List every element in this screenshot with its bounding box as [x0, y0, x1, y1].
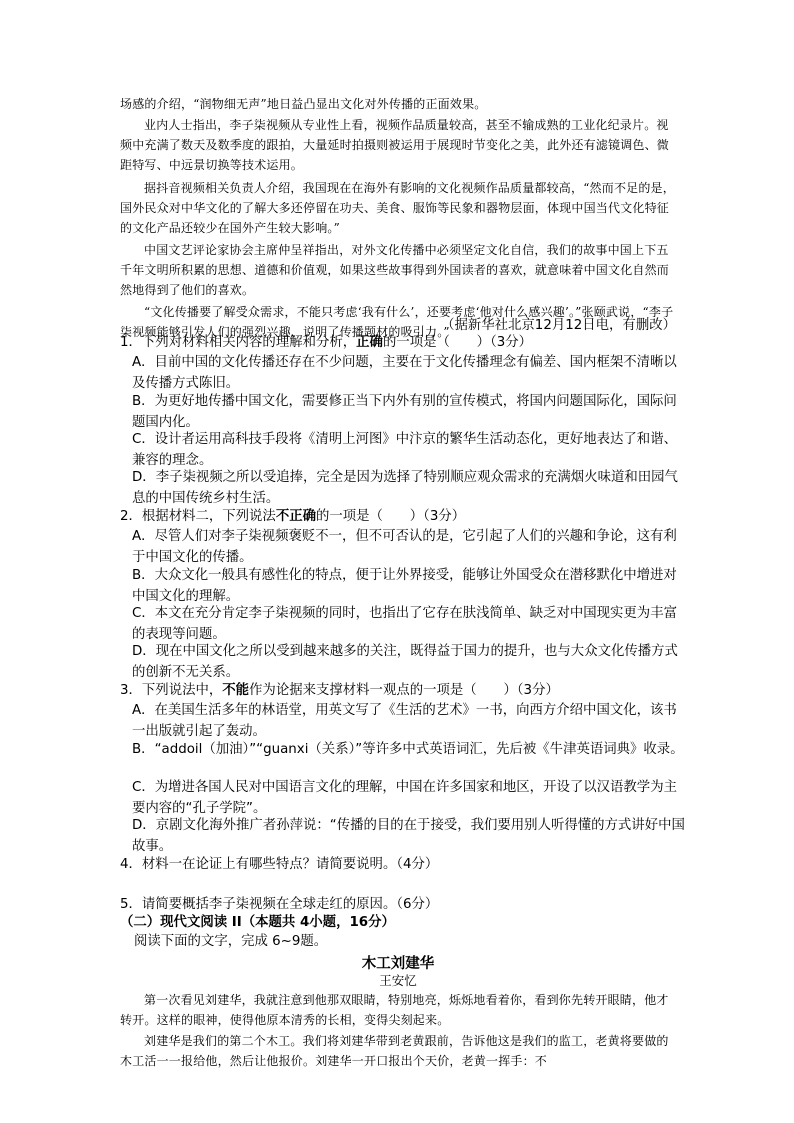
q3-stem-keyword: 不能	[222, 683, 250, 698]
q1-option-a: A．目前中国的文化传播还存在不少问题，主要在于文化传播理念有偏差、国内框架不清晰以及传播方式陈旧。	[132, 355, 677, 391]
story-paragraph-2: 刘建华是我们的第二个木工。我们将刘建华带到老黄跟前，告诉他这是我们的监工，老黄将要做的木工活一一报给他，然后让他报价。刘建华一开口报出个天价，老黄一挥手：不	[120, 1034, 669, 1068]
material1-paragraph-4: “文化传播要了解受众需求，不能只考虑‘我有什么’，还要考虑‘他对什么感兴趣’。”张颐武说，“李子柒视频能够引发人们的强烈兴趣，说明了传播题材的吸引力。”	[120, 305, 674, 339]
q3-stem-text: 3．下列说法中，	[120, 683, 223, 698]
q3-option-d: D．京剧文化海外推广者孙萍说：“传播的目的在于接受，我们要用别人听得懂的方式讲好中国故事。	[132, 818, 685, 854]
q2-option-c: C．本文在充分肯定李子柒视频的同时，也指出了它存在肤浅简单、缺乏对中国现实更为丰富的表现等问题。	[132, 606, 677, 642]
section2-instruction: 阅读下面的文字，完成 6~9题。	[134, 934, 328, 949]
story-paragraph-1: 第一次看见刘建华，我就注意到他那双眼睛，特别地亮，烁烁地看着你，看到你先转开眼睛，他才转开。这样的眼神，使得他原本清秀的长相，变得尖刻起来。	[120, 993, 669, 1027]
material1-paragraph-2: 据抖音视频相关负责人介绍，我国现在在海外有影响的文化视频作品质量都较高，“然而不足的是，国外民众对中华文化的了解大多还停留在功夫、美食、服饰等民象和器物层面，体现中国当代文化特征的文化产品还较少在国外产生较大影响。”	[120, 181, 675, 235]
q4-stem: 4．材料一在论证上有哪些特点？请简要说明。（4分）	[120, 857, 439, 872]
q2-option-a: A．尽管人们对李子柒视频褒贬不一，但不可否认的是，它引起了人们的兴趣和争论，这有利于中国文化的传播。	[132, 529, 677, 565]
q2-stem-text: 2．根据材料二，下列说法	[120, 509, 276, 524]
q2-option-d: D．现在中国文化之所以受到越来越多的关注，既得益于国力的提升，也与大众文化传播方式的创新不无关系。	[132, 644, 678, 680]
q1-stem	[120, 333, 676, 354]
q2-stem	[120, 507, 676, 528]
q3-option-b: B．“addoil（加油）”“guanxi（关系）”等许多中式英语词汇，先后被《牛津英语词典》收录。	[132, 742, 684, 757]
q3-stem-tail: 作为论据来支撑材料一观点的一项是（ ）（3分）	[249, 683, 559, 698]
story-title: 木工刘建华	[361, 956, 435, 972]
q1-stem-tail: 的一项是（ ）（3分）	[382, 335, 533, 350]
q3-option-a: A．在美国生活多年的林语堂，用英文写了《生活的艺术》一书，向西方介绍中国文化，该书一出版就引起了轰动。	[132, 703, 677, 739]
material1-paragraph-3: 中国文艺评论家协会主席仲呈祥指出，对外文化传播中必须坚定文化自信，我们的故事中国上下五千年文明所积累的思想、道德和价值观，如果这些故事得到外国读者的喜欢，就意味着中国文化自然而然地得到了他们的喜欢。	[120, 243, 670, 297]
q3-option-c: C．为增进各国人民对中国语言文化的理解，中国在许多国家和地区，开设了以汉语教学为主要内容的“孔子学院”。	[132, 780, 677, 816]
q1-stem-keyword: 正确	[356, 335, 383, 350]
material1-paragraph-1: 业内人士指出，李子柒视频从专业性上看，视频作品质量较高，甚至不输成熟的工业化纪录片。视频中充满了数天及数季度的跟拍，大量延时拍摄则被运用于展现时节变化之美，此外还有滤镜调色、微距特写、中远景切换等技术运用。	[120, 118, 670, 172]
story-author: 王安忆	[379, 973, 417, 988]
q1-option-b: B．为更好地传播中国文化，需要修正当下内外有别的宣传模式，将国内问题国际化，国际问题国内化。	[132, 394, 677, 430]
q1-option-d: D．李子柒视频之所以受追捧，完全是因为选择了特别顺应观众需求的充满烟火味道和田园气息的中国传统乡村生活。	[132, 470, 678, 506]
q1-stem-text: 1．下列对材料相关内容的理解和分析，	[120, 335, 357, 350]
material1-source: （据新华社北京12月12日电，有删改）	[441, 318, 676, 333]
q2-stem-tail: 的一项是（ ）（3分）	[316, 509, 466, 524]
q5-stem: 5．请简要概括李子柒视频在全球走红的原因。（6分）	[120, 897, 439, 912]
material1-paragraph-0: 场感的介绍，“润物细无声”地日益凸显出文化对外传播的正面效果。	[120, 97, 487, 111]
section2-heading: （二）现代文阅读 II（本题共 4小题，16分）	[120, 915, 395, 930]
q1-option-c: C．设计者运用高科技手段将《清明上河图》中汴京的繁华生活动态化，更好地表达了和谐、兼容的理念。	[132, 432, 677, 468]
q2-option-b: B．大众文化一般具有感性化的特点，便于让外界接受，能够让外国受众在潜移默化中增进对中国文化的理解。	[132, 568, 677, 604]
q2-stem-keyword: 不正确	[275, 509, 316, 524]
q3-stem	[120, 681, 676, 702]
